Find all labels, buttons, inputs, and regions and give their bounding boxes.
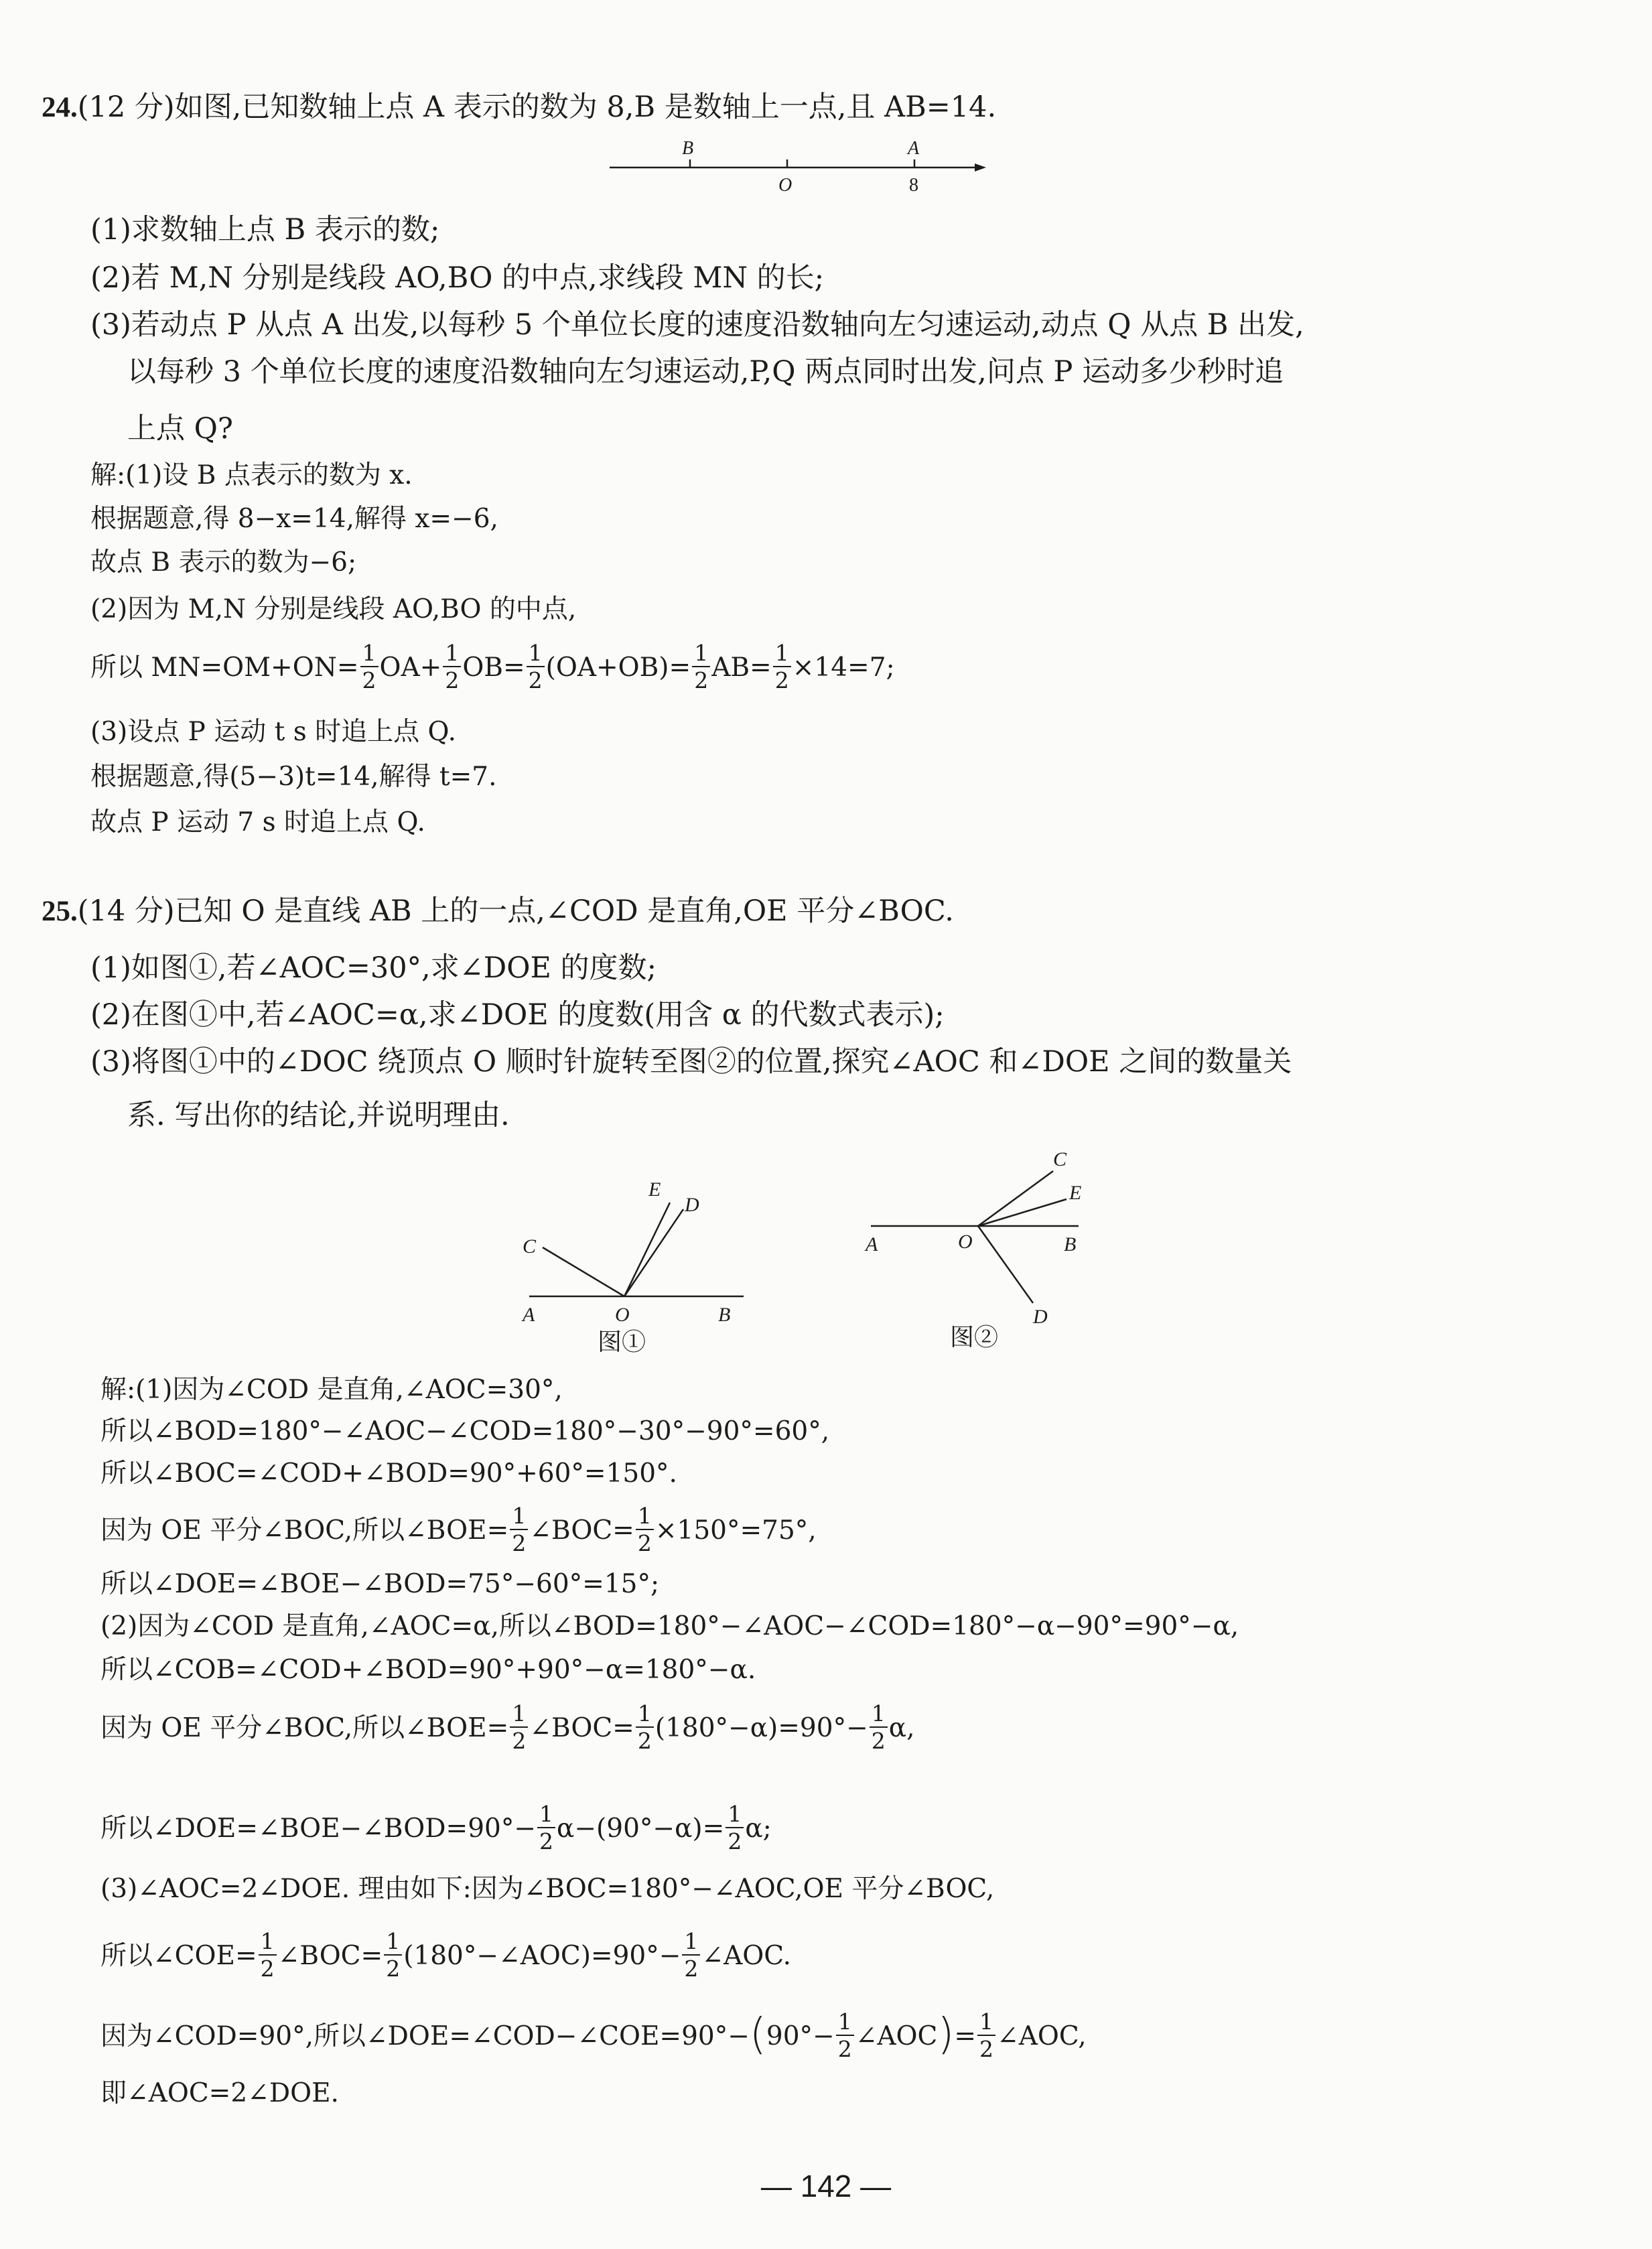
- q24-part-2: (2)若 M,N 分别是线段 AO,BO 的中点,求线段 MN 的长;: [90, 261, 825, 295]
- number-line-figure: [603, 134, 991, 201]
- q25-sol-line-2: 所以∠BOD=180°−∠AOC−∠COD=180°−30°−90°=60°,: [100, 1416, 830, 1446]
- fraction-half: $\frac{1}{2}$: [692, 642, 710, 691]
- fig1-label-D: D: [685, 1194, 699, 1216]
- fraction-half: $\frac{1}{2}$: [636, 1505, 654, 1554]
- fraction-half: $\frac{1}{2}$: [259, 1930, 277, 1980]
- q25-sol-line-8: 因为 OE 平分∠BOC,所以∠BOE= $\frac{1}{2}$ ∠BOC= $\frac{1}{2}$ (180°−α)=90°− $\frac{1}{2}$ α,: [100, 1700, 915, 1754]
- q25-part-3-cont: 系. 写出你的结论,并说明理由.: [127, 1099, 510, 1132]
- figure-2-angles: [857, 1132, 1125, 1333]
- fig2-label-A: A: [866, 1233, 878, 1255]
- fig2-caption: 图②: [950, 1324, 999, 1351]
- page-number: — 142 —: [760, 2169, 892, 2203]
- fig2-label-C: C: [1053, 1148, 1067, 1170]
- fraction-half: $\frac{1}{2}$: [870, 1702, 888, 1752]
- q24-part-1: (1)求数轴上点 B 表示的数;: [90, 213, 440, 247]
- number-line-label-A: A: [908, 138, 920, 159]
- q24-sol-line-2: 根据题意,得 8−x=14,解得 x=−6,: [90, 504, 498, 534]
- q25-sol-line-1: 解:(1)因为∠COD 是直角,∠AOC=30°,: [100, 1375, 563, 1405]
- q25-sol-line-11: 所以∠COE= $\frac{1}{2}$ ∠BOC= $\frac{1}{2}$ (180°−∠AOC)=90°− $\frac{1}{2}$ ∠AOC.: [100, 1928, 792, 1982]
- q25-number: 25.: [42, 896, 78, 927]
- q25-sol-line-7: 所以∠COB=∠COD+∠BOD=90°+90°−α=180°−α.: [100, 1655, 756, 1685]
- q24-part-3-cont2: 上点 Q?: [127, 412, 233, 446]
- q24-sol-line-4: (2)因为 M,N 分别是线段 AO,BO 的中点,: [90, 594, 577, 624]
- fraction-half: $\frac{1}{2}$: [977, 2011, 995, 2060]
- fraction-half: $\frac{1}{2}$: [443, 642, 461, 691]
- q24-sol-line-5: 所以 MN=OM+ON= $\frac{1}{2}$ OA+ $\frac{1}{2}$ OB= $\frac{1}{2}$ (OA+OB)= $\frac{1}{2}$ AB= $\frac{1}{2}$ ×14=7;: [90, 640, 895, 693]
- q24-sol-line-6: (3)设点 P 运动 t s 时追上点 Q.: [90, 717, 456, 747]
- fraction-half: $\frac{1}{2}$: [384, 1930, 402, 1980]
- fraction-half: $\frac{1}{2}$: [537, 1803, 555, 1852]
- fig1-label-E: E: [648, 1178, 661, 1201]
- fraction-half: $\frac{1}{2}$: [527, 642, 545, 691]
- q24-sol-line-8: 故点 P 运动 7 s 时追上点 Q.: [90, 807, 425, 837]
- q25-part-1: (1)如图①,若∠AOC=30°,求∠DOE 的度数;: [90, 951, 657, 985]
- fig1-label-A: A: [523, 1304, 535, 1326]
- q25-sol-line-6: (2)因为∠COD 是直角,∠AOC=α,所以∠BOD=180°−∠AOC−∠COD=180°−α−90°=90°−α,: [100, 1611, 1239, 1641]
- figure-1-angles: [509, 1166, 777, 1333]
- q25-sol-line-12: 因为∠COD=90°,所以∠DOE=∠COD−∠COE=90°−(90°− $\frac{1}{2}$ ∠AOC)= $\frac{1}{2}$ ∠AOC,: [100, 2008, 1087, 2062]
- fraction-half: $\frac{1}{2}$: [510, 1702, 528, 1752]
- fraction-half: $\frac{1}{2}$: [682, 1930, 700, 1980]
- q25-sol-line-9: 所以∠DOE=∠BOE−∠BOD=90°− $\frac{1}{2}$ α−(90°−α)= $\frac{1}{2}$ α;: [100, 1801, 772, 1854]
- fig1-label-C: C: [523, 1235, 537, 1257]
- fig2-label-O: O: [958, 1231, 973, 1253]
- q24-sol-line-3: 故点 B 表示的数为−6;: [90, 547, 357, 577]
- fig2-label-E: E: [1069, 1182, 1082, 1204]
- q25-sol-line-13: 即∠AOC=2∠DOE.: [100, 2078, 339, 2108]
- q25-part-2: (2)在图①中,若∠AOC=α,求∠DOE 的度数(用含 α 的代数式表示);: [90, 998, 945, 1032]
- q24-stem-text: (12 分)如图,已知数轴上点 A 表示的数为 8,B 是数轴上一点,且 AB=14.: [77, 90, 997, 124]
- number-line-label-B: B: [682, 138, 694, 159]
- fig1-label-B: B: [718, 1304, 731, 1326]
- number-line-label-O: O: [778, 175, 793, 196]
- q25-stem: [42, 891, 954, 932]
- fig1-caption: 图①: [598, 1328, 646, 1356]
- fraction-half: $\frac{1}{2}$: [636, 1702, 654, 1752]
- q24-sol-line-7: 根据题意,得(5−3)t=14,解得 t=7.: [90, 762, 497, 792]
- q24-part-3: (3)若动点 P 从点 A 出发,以每秒 5 个单位长度的速度沿数轴向左匀速运动,动点 Q 从点 B 出发,: [90, 308, 1304, 342]
- q25-sol-line-5: 所以∠DOE=∠BOE−∠BOD=75°−60°=15°;: [100, 1569, 660, 1599]
- fraction-half: $\frac{1}{2}$: [773, 642, 791, 691]
- fig2-label-D: D: [1033, 1306, 1048, 1328]
- fraction-half: $\frac{1}{2}$: [360, 642, 378, 691]
- q24-number: 24.: [42, 92, 78, 123]
- fig1-label-O: O: [615, 1304, 630, 1326]
- q24-sol-line-1: 解:(1)设 B 点表示的数为 x.: [90, 460, 413, 490]
- q24-part-3-cont: 以每秒 3 个单位长度的速度沿数轴向左匀速运动,P,Q 两点同时出发,问点 P 运动多少秒时追: [127, 355, 1284, 389]
- q25-part-3: (3)将图①中的∠DOC 绕顶点 O 顺时针旋转至图②的位置,探究∠AOC 和∠DOE 之间的数量关: [90, 1045, 1292, 1079]
- q25-sol-line-4: 因为 OE 平分∠BOC,所以∠BOE= $\frac{1}{2}$ ∠BOC= $\frac{1}{2}$ ×150°=75°,: [100, 1503, 817, 1556]
- q25-sol-line-10: (3)∠AOC=2∠DOE. 理由如下:因为∠BOC=180°−∠AOC,OE 平分∠BOC,: [100, 1874, 995, 1904]
- number-line-label-8: 8: [909, 175, 918, 196]
- fig2-label-B: B: [1064, 1233, 1077, 1255]
- fraction-half: $\frac{1}{2}$: [726, 1803, 744, 1852]
- fraction-half: $\frac{1}{2}$: [836, 2011, 854, 2060]
- q25-sol-line-3: 所以∠BOC=∠COD+∠BOD=90°+60°=150°.: [100, 1458, 677, 1489]
- q24-stem: [42, 87, 996, 128]
- fraction-half: $\frac{1}{2}$: [510, 1505, 528, 1554]
- q25-stem-text: (14 分)已知 O 是直线 AB 上的一点,∠COD 是直角,OE 平分∠BOC.: [77, 894, 954, 928]
